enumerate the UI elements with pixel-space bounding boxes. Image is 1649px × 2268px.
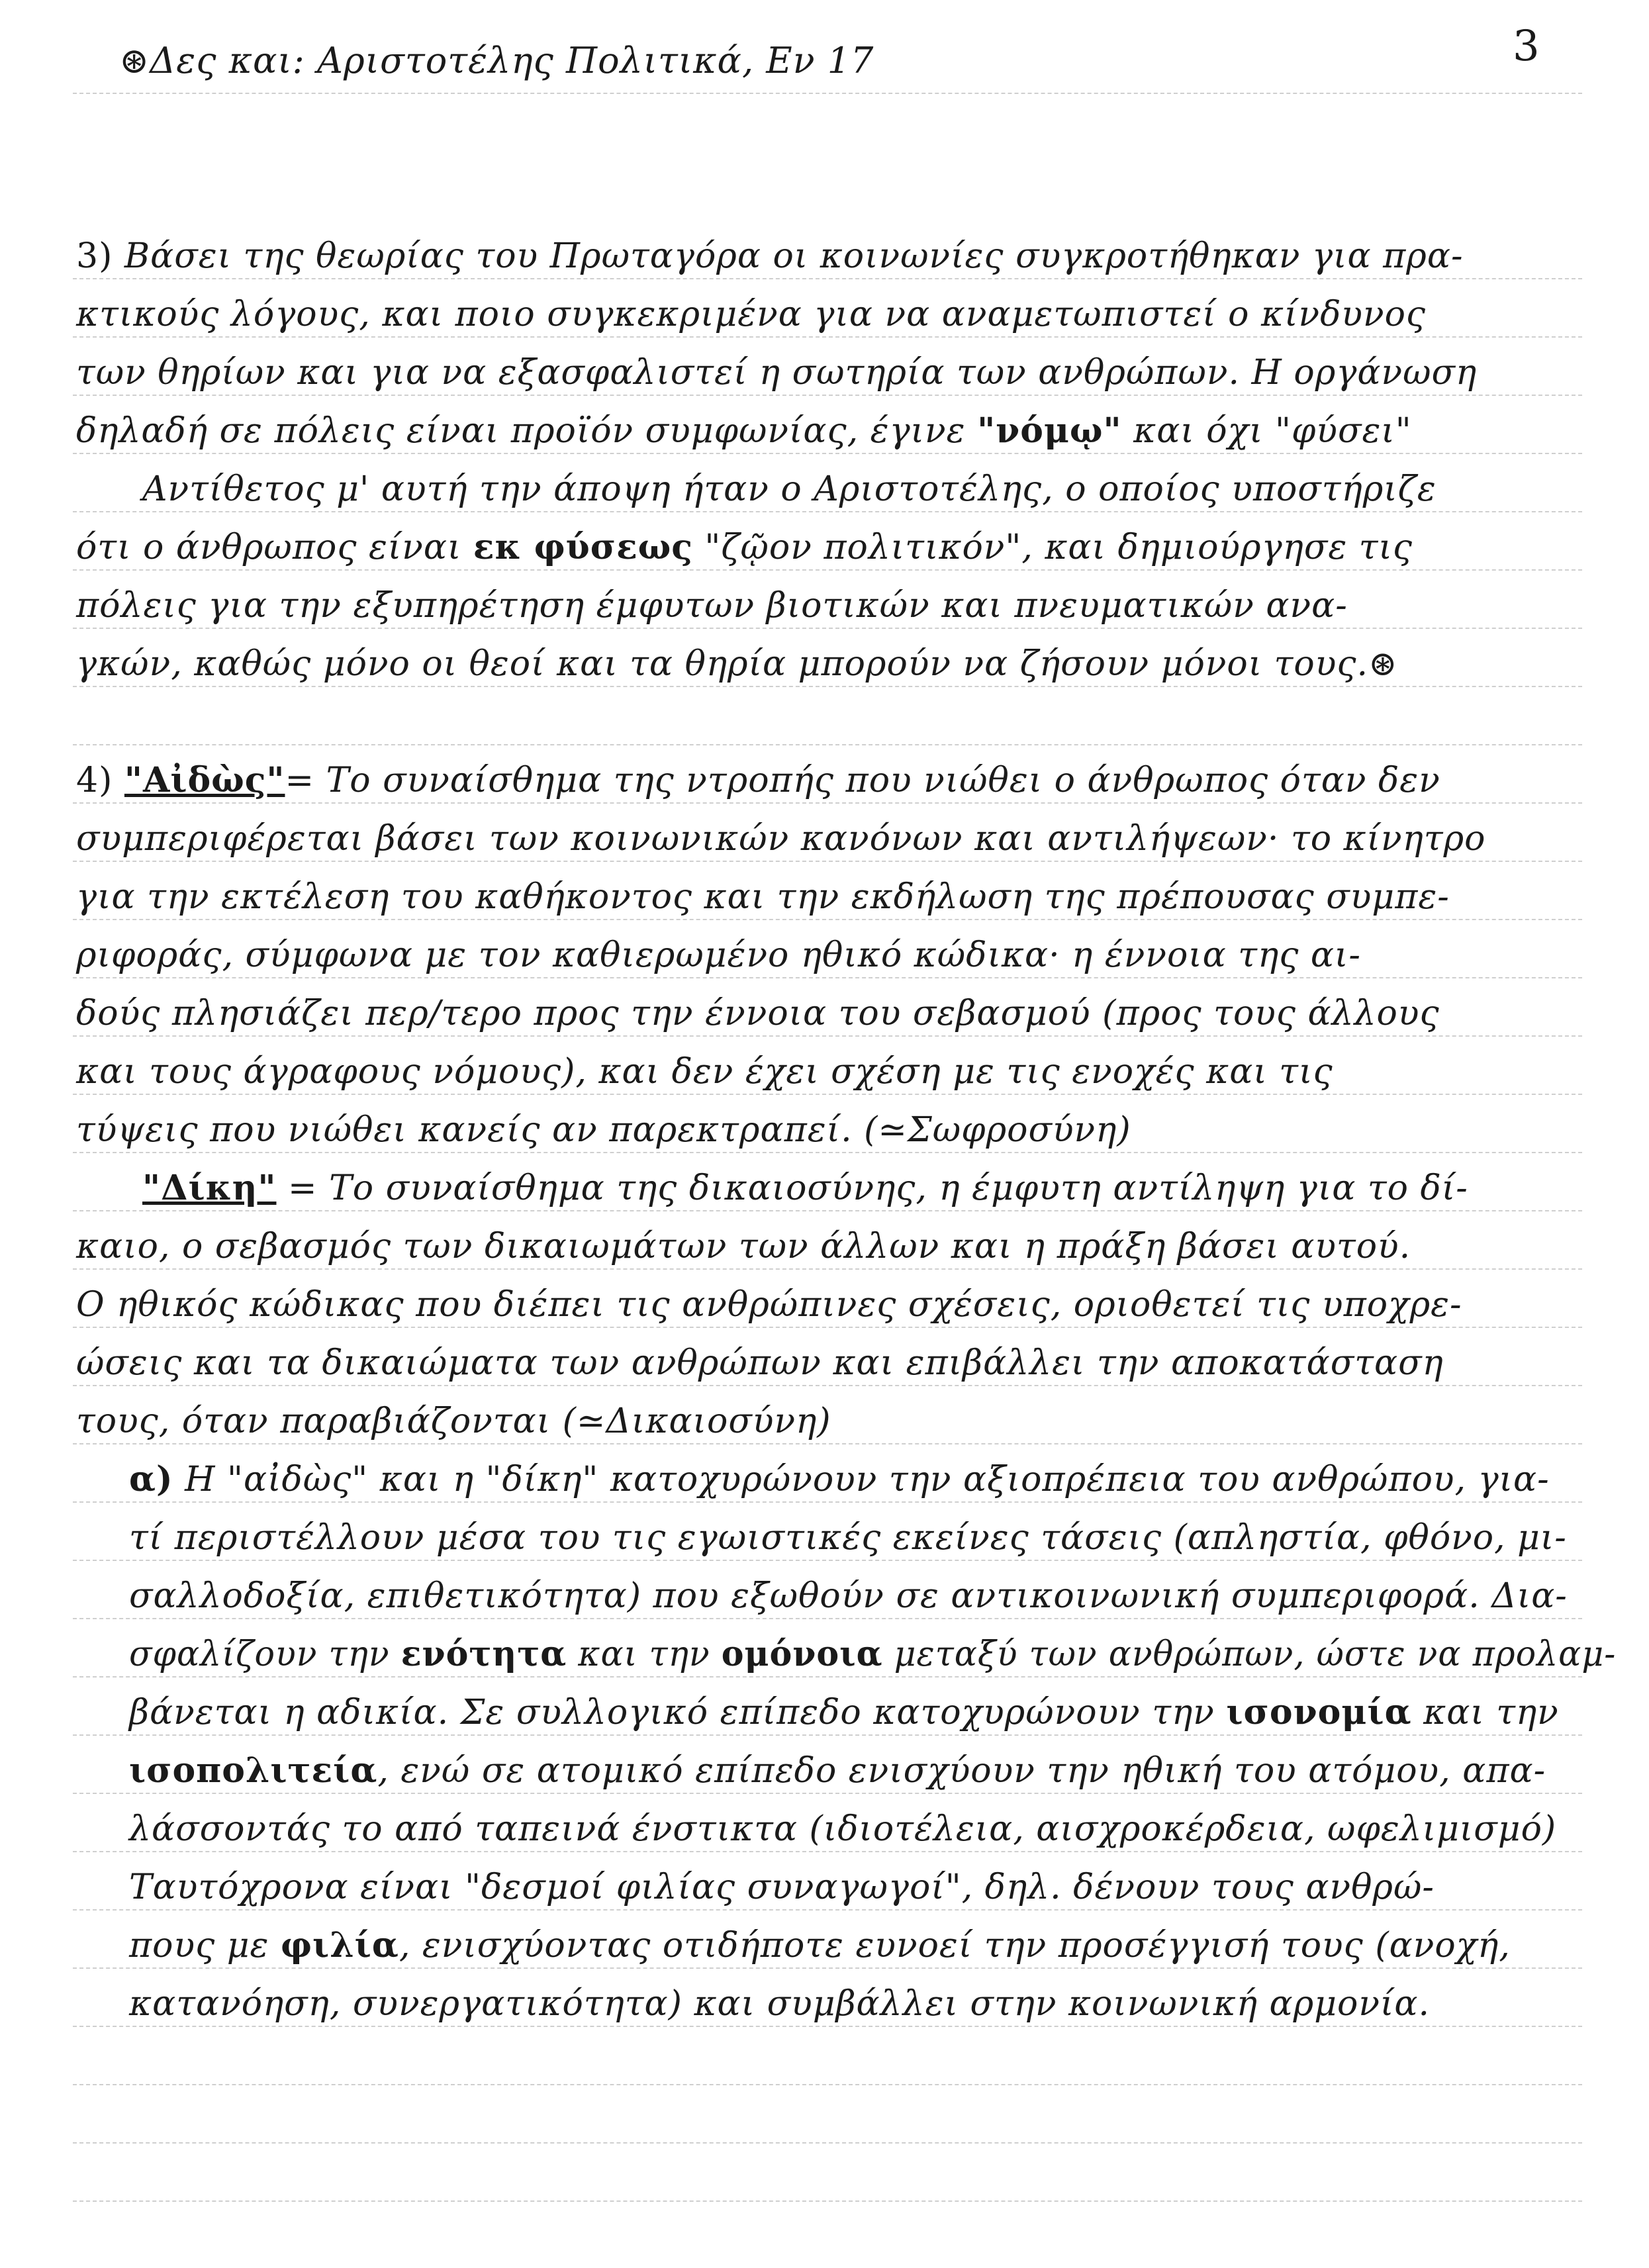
- section-a-line-1: [129, 1460, 1550, 1499]
- section-a-line-7: λάσσοντάς το από ταπεινά ένστικτα (ιδιοτέλεια, αισχροκέρδεια, ωφελιμισμό): [129, 1809, 1557, 1849]
- ruled-line: [73, 1268, 1582, 1270]
- aidos-line-4: ριφοράς, σύμφωνα με τον καθιερωμένο ηθικό κώδικα· η έννοια της αι-: [76, 935, 1361, 975]
- section-number: 4): [76, 761, 113, 800]
- bold-term-nomo: "νόμῳ": [977, 410, 1122, 451]
- section-3-line-4: [76, 411, 1412, 451]
- ruled-line: [73, 2200, 1582, 2202]
- ruled-line: [73, 919, 1582, 920]
- bold-term-isopoliteia: ισοπολιτεία: [129, 1750, 378, 1791]
- ruled-line: [73, 861, 1582, 862]
- text-line: γκών, καθώς μόνο οι θεοί και τα θηρία μπορούν να ζήσουν μόνοι τους.: [76, 644, 1368, 684]
- term-aidos: "Αἰδὼς": [124, 760, 285, 800]
- text-line: και όχι "φύσει": [1133, 411, 1412, 451]
- ruled-line: [73, 278, 1582, 279]
- ruled-line: [73, 1560, 1582, 1561]
- ruled-line: [73, 93, 1582, 94]
- dike-line-3: Ο ηθικός κώδικας που διέπει τις ανθρώπινες σχέσεις, οριοθετεί τις υποχρε-: [76, 1285, 1462, 1325]
- dike-line-1: [142, 1168, 1468, 1208]
- ruled-line: [73, 1793, 1582, 1794]
- text-line: ότι ο άνθρωπος είναι: [76, 528, 462, 567]
- section-a-line-2: τί περιστέλλουν μέσα του τις εγωιστικές εκείνες τάσεις (απληστία, φθόνο, μι-: [129, 1518, 1567, 1558]
- section-3-line-2: κτικούς λόγους, και ποιο συγκεκριμένα για να αναμετωπιστεί ο κίνδυνος: [76, 295, 1427, 334]
- term-dike: "Δίκη": [142, 1168, 277, 1208]
- section-3-line-7: πόλεις για την εξυπηρέτηση έμφυτων βιοτικών και πνευματικών ανα-: [76, 586, 1348, 626]
- text-line: και την: [1423, 1693, 1559, 1732]
- ruled-line: [73, 1094, 1582, 1095]
- dike-line-4: ώσεις και τα δικαιώματα των ανθρώπων και επιβάλλει την αποκατάσταση: [76, 1343, 1444, 1383]
- section-a-line-6: [129, 1751, 1546, 1791]
- section-a-line-4: [129, 1634, 1616, 1674]
- text-line: , ενώ σε ατομικό επίπεδο ενισχύουν την ηθική του ατόμου, απα-: [377, 1751, 1546, 1791]
- ruled-line: [73, 1501, 1582, 1503]
- ruled-line: [73, 1909, 1582, 1911]
- section-3-line-1: [76, 236, 1464, 276]
- section-a-line-10: κατανόηση, συνεργατικότητα) και συμβάλλει στην κοινωνική αρμονία.: [129, 1984, 1430, 2024]
- ruled-line: [73, 2142, 1582, 2144]
- text-line: σφαλίζουν την: [129, 1634, 390, 1674]
- cross-reference-note: ⊛Δες και: Αριστοτέλης Πολιτικά, Εν 17: [119, 40, 874, 81]
- text-line: μεταξύ των ανθρώπων, ώστε να προλαμ-: [894, 1634, 1617, 1674]
- ruled-line: [73, 511, 1582, 512]
- ruled-line: [73, 1152, 1582, 1153]
- ruled-line: [73, 628, 1582, 629]
- ruled-line: [73, 1327, 1582, 1328]
- ruled-line: [73, 744, 1582, 745]
- ruled-line: [73, 1210, 1582, 1211]
- ruled-line: [73, 2026, 1582, 2027]
- section-3-line-3: των θηρίων και για να εξασφαλιστεί η σωτηρία των ανθρώπων. Η οργάνωση: [76, 353, 1478, 393]
- ruled-line: [73, 1851, 1582, 1852]
- ruled-line: [73, 2084, 1582, 2085]
- text-line: Η "αἰδὼς" και η "δίκη" κατοχυρώνουν την αξιοπρέπεια του ανθρώπου, για-: [185, 1460, 1550, 1499]
- aidos-line-2: συμπεριφέρεται βάσει των κοινωνικών κανόνων και αντιλήψεων· το κίνητρο: [76, 819, 1486, 859]
- bold-term-filia: φιλία: [280, 1925, 399, 1965]
- ruled-line: [73, 1967, 1582, 1969]
- section-a-line-3: σαλλοδοξία, επιθετικότητα) που εξωθούν σε αντικοινωνική συμπεριφορά. Δια-: [129, 1576, 1568, 1616]
- bold-term-omonoia: ομόνοια: [721, 1634, 883, 1674]
- text-line: και την: [578, 1634, 710, 1674]
- ruled-line: [73, 1734, 1582, 1736]
- text-line: = Το συναίσθημα της ντροπής που νιώθει ο άνθρωπος όταν δεν: [285, 761, 1440, 800]
- text-line: Βάσει της θεωρίας του Πρωταγόρα οι κοινωνίες συγκροτήθηκαν για πρα-: [124, 236, 1464, 276]
- text-line: "ζῷον πολιτικόν", και δημιούργησε τις: [704, 528, 1413, 567]
- ruled-line: [73, 1443, 1582, 1444]
- aidos-line-5: δούς πλησιάζει περ/τερο προς την έννοια του σεβασμού (προς τους άλλους: [76, 994, 1440, 1033]
- ruled-line: [73, 336, 1582, 338]
- text-line: πους με: [129, 1926, 269, 1965]
- ruled-line: [73, 453, 1582, 454]
- text-line: = Το συναίσθημα της δικαιοσύνης, η έμφυτη αντίληψη για το δί-: [288, 1168, 1468, 1208]
- section-a-line-9: [129, 1926, 1511, 1965]
- ruled-line: [73, 1676, 1582, 1677]
- ruled-line: [73, 1618, 1582, 1619]
- dike-line-5: τους, όταν παραβιάζονται (≃Δικαιοσύνη): [76, 1401, 831, 1441]
- section-3-line-6: [76, 528, 1413, 567]
- aidos-line-7: τύψεις που νιώθει κανείς αν παρεκτραπεί. (≃Σωφροσύνη): [76, 1110, 1131, 1150]
- section-3-line-8: [76, 644, 1398, 684]
- asterisk-marker: ⊛: [1368, 644, 1398, 684]
- bold-term-ek-fyseos: εκ φύσεως: [473, 527, 693, 567]
- section-a-line-8: Ταυτόχρονα είναι "δεσμοί φιλίας συναγωγοί", δηλ. δένουν τους ανθρώ-: [129, 1867, 1435, 1907]
- aidos-line-3: για την εκτέλεση του καθήκοντος και την εκδήλωση της πρέπουσας συμπε-: [76, 877, 1450, 917]
- text-line: δηλαδή σε πόλεις είναι προϊόν συμφωνίας, έγινε: [76, 411, 966, 451]
- ruled-line: [73, 802, 1582, 804]
- section-4-line-1: [76, 761, 1440, 800]
- aidos-line-6: και τους άγραφους νόμους), και δεν έχει σχέση με τις ενοχές και τις: [76, 1052, 1333, 1092]
- section-a-line-5: [129, 1693, 1559, 1732]
- ruled-line: [73, 1035, 1582, 1037]
- text-line: βάνεται η αδικία. Σε συλλογικό επίπεδο κατοχυρώνουν την: [129, 1693, 1215, 1732]
- page-number: 3: [1513, 22, 1540, 71]
- section-number: 3): [76, 236, 113, 276]
- bold-term-isonomia: ισονομία: [1226, 1692, 1412, 1732]
- bold-term-enotita: ενότητα: [400, 1634, 567, 1674]
- ruled-line: [73, 569, 1582, 571]
- sub-label-a: α): [129, 1459, 173, 1499]
- ruled-line: [73, 395, 1582, 396]
- text-line: , ενισχύοντας οτιδήποτε ευνοεί την προσέγγισή τους (ανοχή,: [399, 1926, 1511, 1965]
- dike-line-2: καιο, ο σεβασμός των δικαιωμάτων των άλλων και η πράξη βάσει αυτού.: [76, 1227, 1411, 1266]
- ruled-line: [73, 686, 1582, 687]
- ruled-line: [73, 977, 1582, 978]
- ruled-line: [73, 1385, 1582, 1386]
- section-3-line-5: Αντίθετος μ' αυτή την άποψη ήταν ο Αριστοτέλης, ο οποίος υποστήριζε: [142, 469, 1437, 509]
